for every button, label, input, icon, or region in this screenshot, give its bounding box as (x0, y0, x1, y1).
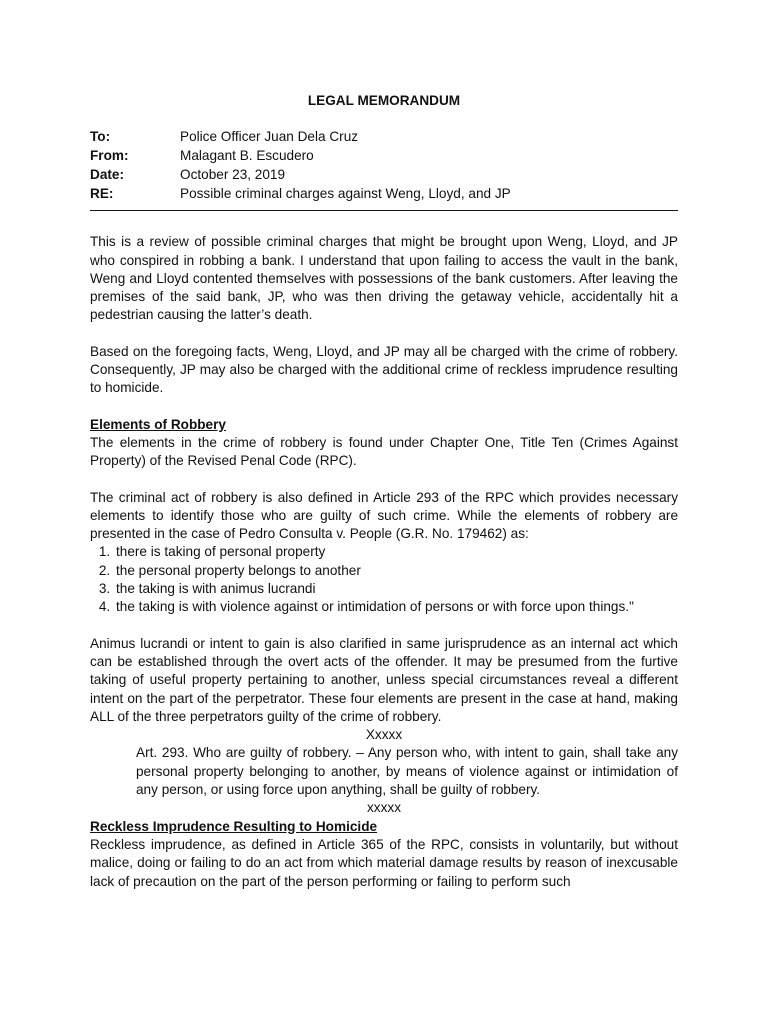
quote-separator-top: Xxxxx (365, 727, 403, 743)
robbery-paragraph-3: Animus lucrandi or intent to gain is also clarified in same jurisprudence as an internal act which can be established through the overt acts of the offender. It may be presumed from the furtive taking of useful property pertaining to another, unless special circumstances reveal a different intent on the part of the perpetrator. These four elements are present in the case at hand, making ALL of the three perpetrators guilty of the crime of robbery. (90, 635, 678, 724)
header-row-date (90, 166, 678, 185)
robbery-paragraph-1: The elements in the crime of robbery is found under Chapter One, Title Ten (Crimes Against Property) of the Revised Penal Code (RPC). (90, 434, 678, 469)
header-row-from (90, 147, 678, 166)
header-row-re (90, 185, 678, 204)
reckless-paragraph-1: Reckless imprudence, as defined in Article 365 of the RPC, consists in voluntarily, but without malice, doing or failing to do an act from which material damage results by reason of inexcusable lack of precaution on the part of the person performing or failing to perform such (90, 836, 678, 889)
intro-paragraph: This is a review of possible criminal charges that might be brought upon Weng, Lloyd, and JP who conspired in robbing a bank. I understand that upon failing to access the vault in the bank, Weng and Lloyd contented themselves with possessions of the bank customers. After leaving the premises of the said bank, JP, who was then driving the getaway vehicle, accidentally hit a pedestrian causing the latter’s death. (90, 234, 678, 323)
quote-separator-bottom: xxxxx (367, 800, 401, 816)
header-value-date: October 23, 2019 (180, 167, 286, 183)
header-label-re: RE: (90, 186, 114, 202)
reckless-heading: Reckless Imprudence Resulting to Homicide (90, 818, 378, 834)
header-label-to: To: (90, 129, 111, 145)
header-value-to: Police Officer Juan Dela Cruz (180, 129, 359, 145)
robbery-elements-list (90, 543, 678, 616)
list-item: 3. the taking is with animus lucrandi (114, 580, 678, 598)
header-value-from: Malagant B. Escudero (180, 148, 314, 164)
charges-paragraph: Based on the foregoing facts, Weng, Lloyd, and JP may all be charged with the crime of robbery. Consequently, JP may also be charged with the additional crime of reckless imprudence resulting to homicide. (90, 343, 678, 396)
robbery-heading: Elements of Robbery (90, 416, 226, 432)
header-divider (90, 210, 678, 211)
memo-body (90, 92, 678, 891)
header-value-re: Possible criminal charges against Weng, Lloyd, and JP (180, 186, 511, 202)
header-label-from: From: (90, 148, 129, 164)
article-293-quote: Art. 293. Who are guilty of robbery. – Any person who, with intent to gain, shall take any personal property belonging to another, by means of violence against or intimidation of any person, or using force upon anything, shall be guilty of robbery. (136, 745, 678, 798)
header-label-date: Date: (90, 167, 124, 183)
robbery-paragraph-2: The criminal act of robbery is also defined in Article 293 of the RPC which provides necessary elements to identify those who are guilty of such crime. While the elements of robbery are presented in the case of Pedro Consulta v. People (G.R. No. 179462) as: (90, 489, 678, 542)
header-row-to (90, 128, 678, 147)
memo-header (90, 128, 678, 204)
list-item: 1. there is taking of personal property (114, 543, 678, 561)
list-item: 2. the personal property belongs to another (114, 562, 678, 580)
list-item: 4. the taking is with violence against or intimidation of persons or with force upon things." (114, 598, 678, 616)
memo-title: LEGAL MEMORANDUM (307, 93, 461, 108)
